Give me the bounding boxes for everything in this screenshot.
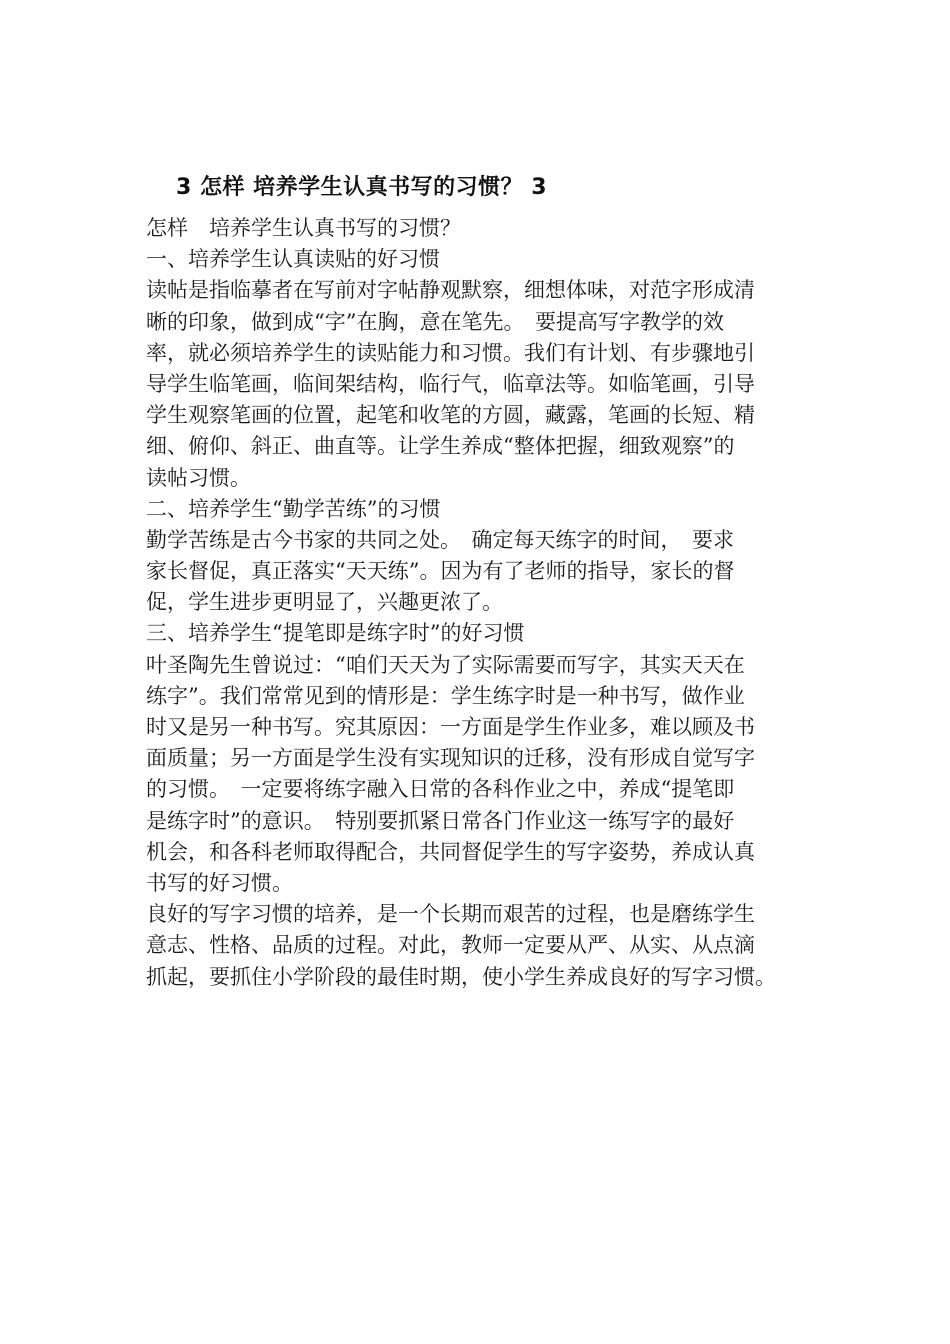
body-line: 细、俯仰、斜正、曲直等。让学生养成“整体把握，细致观察”的 — [146, 434, 735, 459]
body-line: 是练字时”的意识。 特别要抓紧日常各门作业这一练写字的最好 — [146, 808, 735, 833]
body-line: 率，就必须培养学生的读贴能力和习惯。我们有计划、有步骤地引 — [146, 340, 755, 365]
body-line: 练字”。我们常常见到的情形是：学生练字时是一种书写，做作业 — [146, 683, 745, 708]
body-line: 的习惯。 一定要将练字融入日常的各科作业之中，养成“提笔即 — [146, 777, 735, 802]
body-line: 晰的印象，做到成“字”在胸，意在笔先。 要提高写字教学的效 — [146, 309, 724, 334]
body-line: 叶圣陶先生曾说过：“咱们天天为了实际需要而写字，其实天天在 — [146, 652, 745, 677]
section-heading: 一、培养学生认真读贴的好习惯 — [146, 247, 440, 272]
document-body — [146, 213, 811, 993]
body-line: 时又是另一种书写。究其原因：一方面是学生作业多，难以顾及书 — [146, 715, 755, 739]
body-line: 促，学生进步更明显了，兴趣更浓了。 — [146, 590, 503, 615]
body-line: 家长督促，真正落实“天天练”。因为有了老师的指导，家长的督 — [146, 559, 735, 584]
body-line: 学生观察笔画的位置，起笔和收笔的方圆，藏露，笔画的长短、精 — [146, 403, 755, 428]
body-line: 机会，和各科老师取得配合，共同督促学生的写字姿势，养成认真 — [146, 839, 755, 864]
document-title: 3 怎样 培养学生认真书写的习惯？ 3 — [176, 175, 548, 200]
body-line: 抓起，要抓住小学阶段的最佳时期，使小学生养成良好的写字习惯。 — [146, 964, 776, 989]
section-heading: 三、培养学生“提笔即是练字时”的好习惯 — [146, 621, 525, 646]
section-heading: 二、培养学生“勤学苦练”的习惯 — [146, 496, 441, 521]
body-line: 导学生临笔画，临间架结构，临行气，临章法等。如临笔画，引导 — [146, 371, 755, 396]
body-line: 良好的写字习惯的培养，是一个长期而艰苦的过程，也是磨练学生 — [146, 902, 755, 927]
body-line: 意志、性格、品质的过程。对此，教师一定要从严、从实、从点滴 — [146, 933, 755, 958]
body-line: 读帖是指临摹者在写前对字帖静观默察，细想体味，对范字形成清 — [146, 278, 755, 303]
body-line: 怎样 培养学生认真书写的习惯？ — [146, 216, 461, 240]
body-line: 面质量；另一方面是学生没有实现知识的迁移，没有形成自觉写字 — [146, 746, 755, 771]
body-line: 书写的好习惯。 — [146, 870, 293, 895]
body-line: 读帖习惯。 — [146, 465, 251, 490]
body-line: 勤学苦练是古今书家的共同之处。 确定每天练字的时间， 要求 — [146, 527, 734, 552]
